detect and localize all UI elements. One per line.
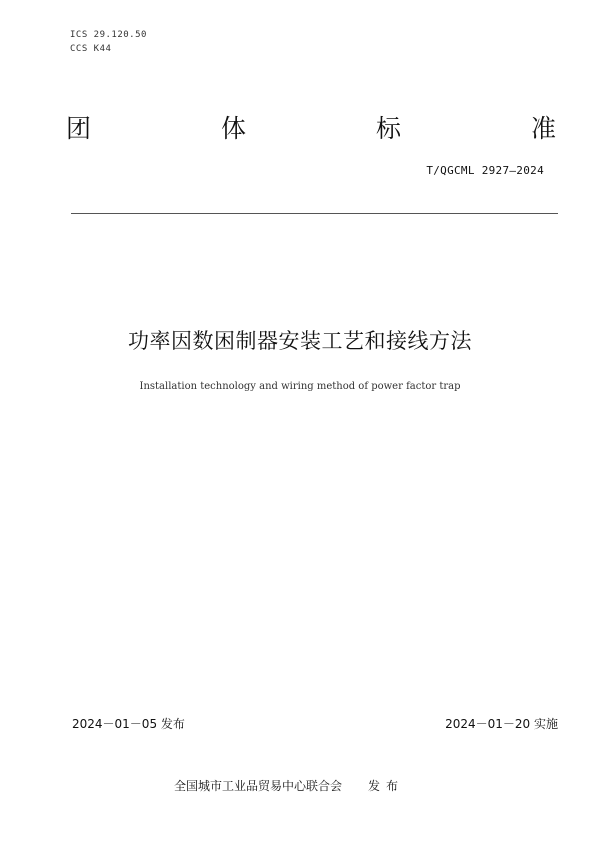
standard-type-char: 准: [530, 114, 556, 143]
standard-type-char: 团: [66, 114, 92, 143]
ics-code: ICS 29.120.50: [70, 30, 147, 40]
standard-type-char: 体: [220, 114, 246, 143]
issue-date: 2024－01－05 发布: [72, 717, 185, 731]
standard-type-char: 标: [375, 114, 401, 143]
title-english: Installation technology and wiring method of power factor trap: [139, 381, 461, 392]
standard-number: T/QGCML 2927—2024: [426, 164, 544, 177]
issue-action: 发布: [368, 779, 405, 793]
implementation-date: 2024－01－20 实施: [445, 717, 558, 731]
classification-codes: [70, 28, 147, 56]
issuer-line: [174, 778, 404, 794]
standard-type-heading: [66, 113, 556, 145]
title-chinese: 功率因数困制器安装工艺和接线方法: [128, 329, 472, 353]
header-divider: [71, 213, 558, 214]
ccs-code: CCS K44: [70, 44, 112, 54]
issuing-organization: 全国城市工业品贸易中心联合会: [174, 779, 343, 793]
